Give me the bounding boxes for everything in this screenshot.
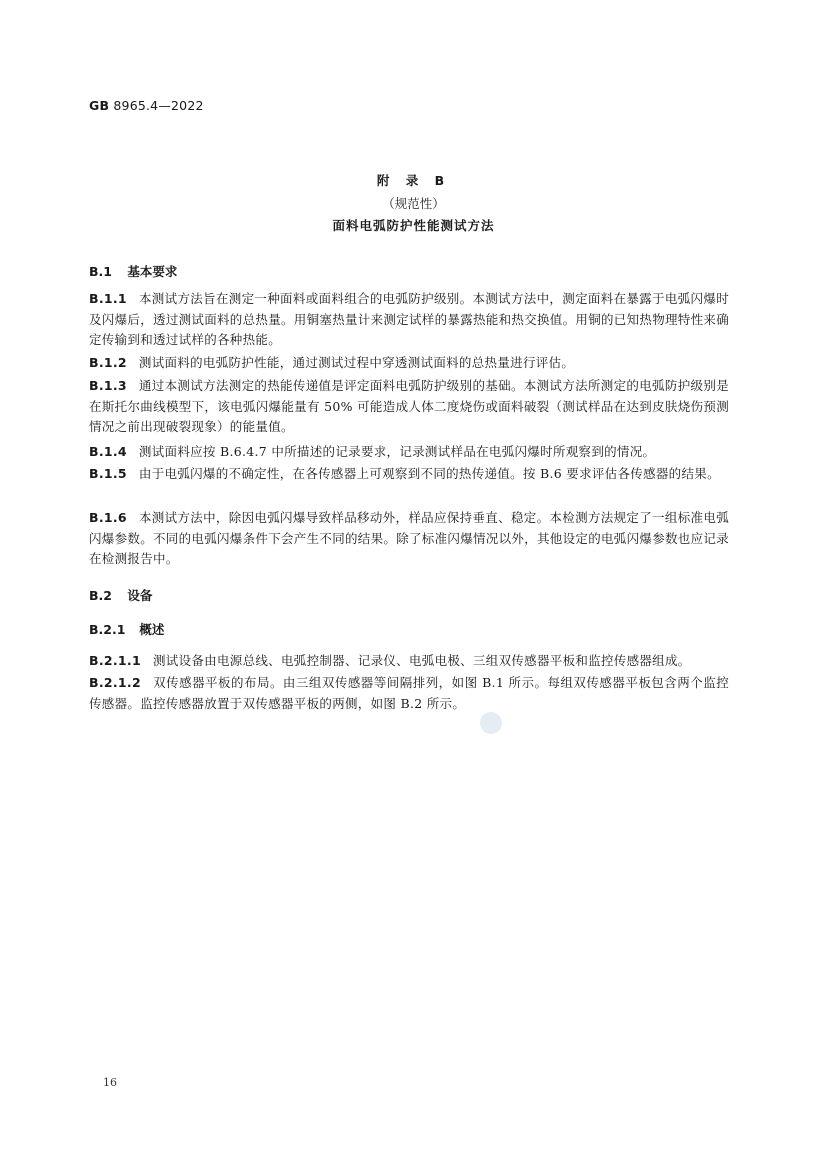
annex-label: 附 录 B (376, 173, 451, 188)
clause-b-1-3 (89, 376, 729, 438)
section-number: B.2.1 (89, 622, 126, 637)
clause-number: B.1.5 (89, 466, 127, 481)
section-heading-b1 (89, 262, 177, 280)
section-heading-b2-1 (89, 620, 164, 638)
annex-title: 面料电弧防护性能测试方法 (332, 218, 495, 233)
clause-text: 测试面料应按 B.6.4.7 中所描述的记录要求，记录测试样品在电弧闪爆时所观察到的情况。 (138, 444, 656, 459)
clause-text: 本测试方法旨在测定一种面料或面料组合的电弧防护级别。本测试方法中，测定面料在暴露于电弧闪爆时及闪爆后，透过测试面料的总热量。用铜塞热量计来测定试样的暴露热能和热交换值。用铜的已知热物理特性来确定传输到和透过试样的各种热能。 (89, 291, 730, 347)
clause-b-2-1-2 (89, 673, 729, 714)
clause-b-1-2 (89, 353, 729, 374)
clause-number: B.1.3 (89, 378, 127, 393)
clause-number: B.1.4 (89, 444, 127, 459)
section-title: 设备 (127, 588, 153, 603)
annex-nature: （规范性） (382, 196, 445, 211)
clause-text: 测试面料的电弧防护性能，通过测试过程中穿透测试面料的总热量进行评估。 (138, 355, 575, 370)
clause-number: B.1.1 (89, 291, 127, 306)
watermark-logo-icon (480, 712, 502, 734)
clause-b-2-1-1 (89, 651, 729, 672)
section-number: B.2 (89, 588, 112, 603)
clause-text: 本测试方法中，除因电弧闪爆导致样品移动外，样品应保持垂直、稳定。本检测方法规定了一组标准电弧闪爆参数。不同的电弧闪爆条件下会产生不同的结果。除了标准闪爆情况以外，其他设定的电弧闪爆参数也应记录在检测报告中。 (89, 510, 730, 566)
clause-number: B.1.6 (89, 510, 127, 525)
clause-text: 双传感器平板的布局。由三组双传感器等间隔排列，如图 B.1 所示。每组双传感器平板包含两个监控传感器。监控传感器放置于双传感器平板的两侧，如图 B.2 所示。 (89, 675, 729, 711)
clause-number: B.1.2 (89, 355, 127, 370)
clause-b-1-6 (89, 508, 729, 570)
clause-text: 由于电弧闪爆的不确定性，在各传感器上可观察到不同的热传递值。按 B.6 要求评估各传感器的结果。 (138, 466, 720, 481)
clause-number: B.2.1.2 (89, 675, 141, 690)
page-number: 16 (103, 1076, 117, 1089)
section-title: 概述 (139, 622, 165, 637)
standard-code (89, 98, 204, 113)
clause-b-1-1 (89, 289, 729, 351)
standard-prefix: GB (89, 98, 110, 113)
clause-b-1-5 (89, 464, 729, 485)
section-title: 基本要求 (127, 264, 178, 279)
clause-text: 通过本测试方法测定的热能传递值是评定面料电弧防护级别的基础。本测试方法所测定的电弧防护级别是在斯托尔曲线模型下，该电弧闪爆能量有 50% 可能造成人体二度烧伤或面料破裂（测试样品在达到皮肤烧伤预测情况之前出现破裂现象）的能量值。 (89, 378, 729, 434)
clause-b-1-4 (89, 442, 729, 463)
section-heading-b2 (89, 586, 152, 604)
section-number: B.1 (89, 264, 112, 279)
clause-text: 测试设备由电源总线、电弧控制器、记录仪、电弧电极、三组双传感器平板和监控传感器组成。 (152, 653, 691, 668)
clause-number: B.2.1.1 (89, 653, 141, 668)
standard-number: 8965.4—2022 (113, 98, 204, 113)
